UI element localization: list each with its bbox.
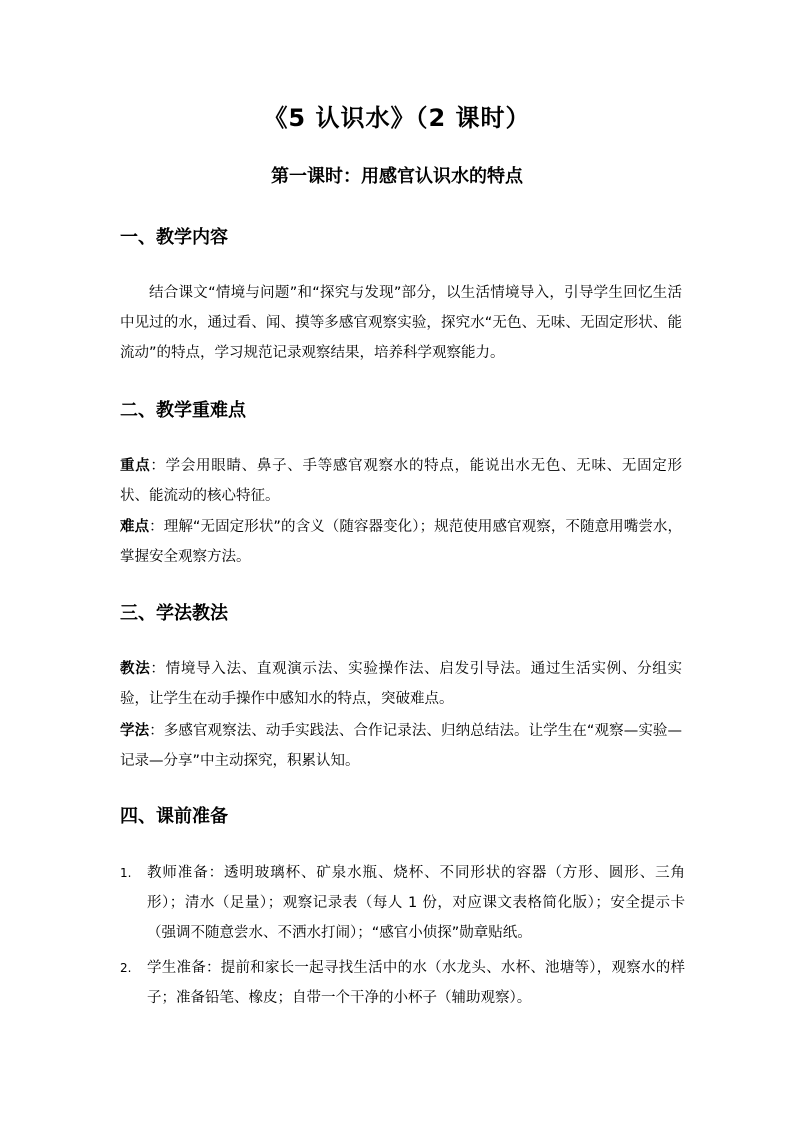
lesson-subtitle: 第一课时：用感官认识水的特点 — [271, 166, 523, 187]
difficult-point-label: 难点 — [120, 519, 150, 535]
section-heading-content: 一、教学内容 — [120, 227, 228, 248]
section-heading-preparation: 四、课前准备 — [120, 806, 228, 827]
learning-method-text: ：多感官观察法、动手实践法、合作记录法、归纳总结法。让学生在“观察—实验—记录—分享”中主动探究，积累认知。 — [120, 723, 682, 769]
list-item-number: 2. — [120, 961, 132, 975]
key-point-paragraph — [120, 451, 682, 511]
list-item-text: 教师准备：透明玻璃杯、矿泉水瓶、烧杯、不同形状的容器（方形、圆形、三角形）；清水（足量）；观察记录表（每人 1 份，对应课文表格简化版）；安全提示卡（强调不随意尝水、不洒水打闹）；“感官小侦探”勋章贴纸。 — [147, 865, 685, 941]
teaching-method-paragraph — [120, 654, 682, 714]
learning-method-label: 学法 — [120, 723, 150, 739]
list-item — [120, 953, 685, 1013]
teaching-method-label: 教法 — [120, 661, 151, 677]
key-point-label: 重点 — [120, 458, 151, 474]
section-heading-methods: 三、学法教法 — [120, 603, 228, 624]
content-paragraph: 结合课文“情境与问题”和“探究与发现”部分，以生活情境导入，引导学生回忆生活中见过的水，通过看、闻、摸等多感官观察实验，探究水“无色、无味、无固定形状、能流动”的特点，学习规范记录观察结果，培养科学观察能力。 — [120, 285, 682, 361]
list-item-number: 1. — [120, 866, 132, 880]
difficult-point-paragraph — [120, 512, 682, 572]
list-item — [120, 858, 685, 948]
learning-method-paragraph — [120, 716, 682, 776]
teaching-method-text: ：情境导入法、直观演示法、实验操作法、启发引导法。通过生活实例、分组实验，让学生在动手操作中感知水的特点，突破难点。 — [120, 661, 683, 707]
difficult-point-text: ：理解“无固定形状”的含义（随容器变化）；规范使用感官观察，不随意用嘴尝水，掌握安全观察方法。 — [120, 519, 682, 565]
list-item-text: 学生准备：提前和家长一起寻找生活中的水（水龙头、水杯、池塘等），观察水的样子；准备铅笔、橡皮；自带一个干净的小杯子（辅助观察）。 — [147, 960, 685, 1006]
key-point-text: ：学会用眼睛、鼻子、手等感官观察水的特点，能说出水无色、无味、无固定形状、能流动的核心特征。 — [120, 458, 683, 504]
document-title: 《5 认识水》（2 课时） — [263, 104, 531, 132]
section-heading-key-points: 二、教学重难点 — [120, 400, 246, 421]
